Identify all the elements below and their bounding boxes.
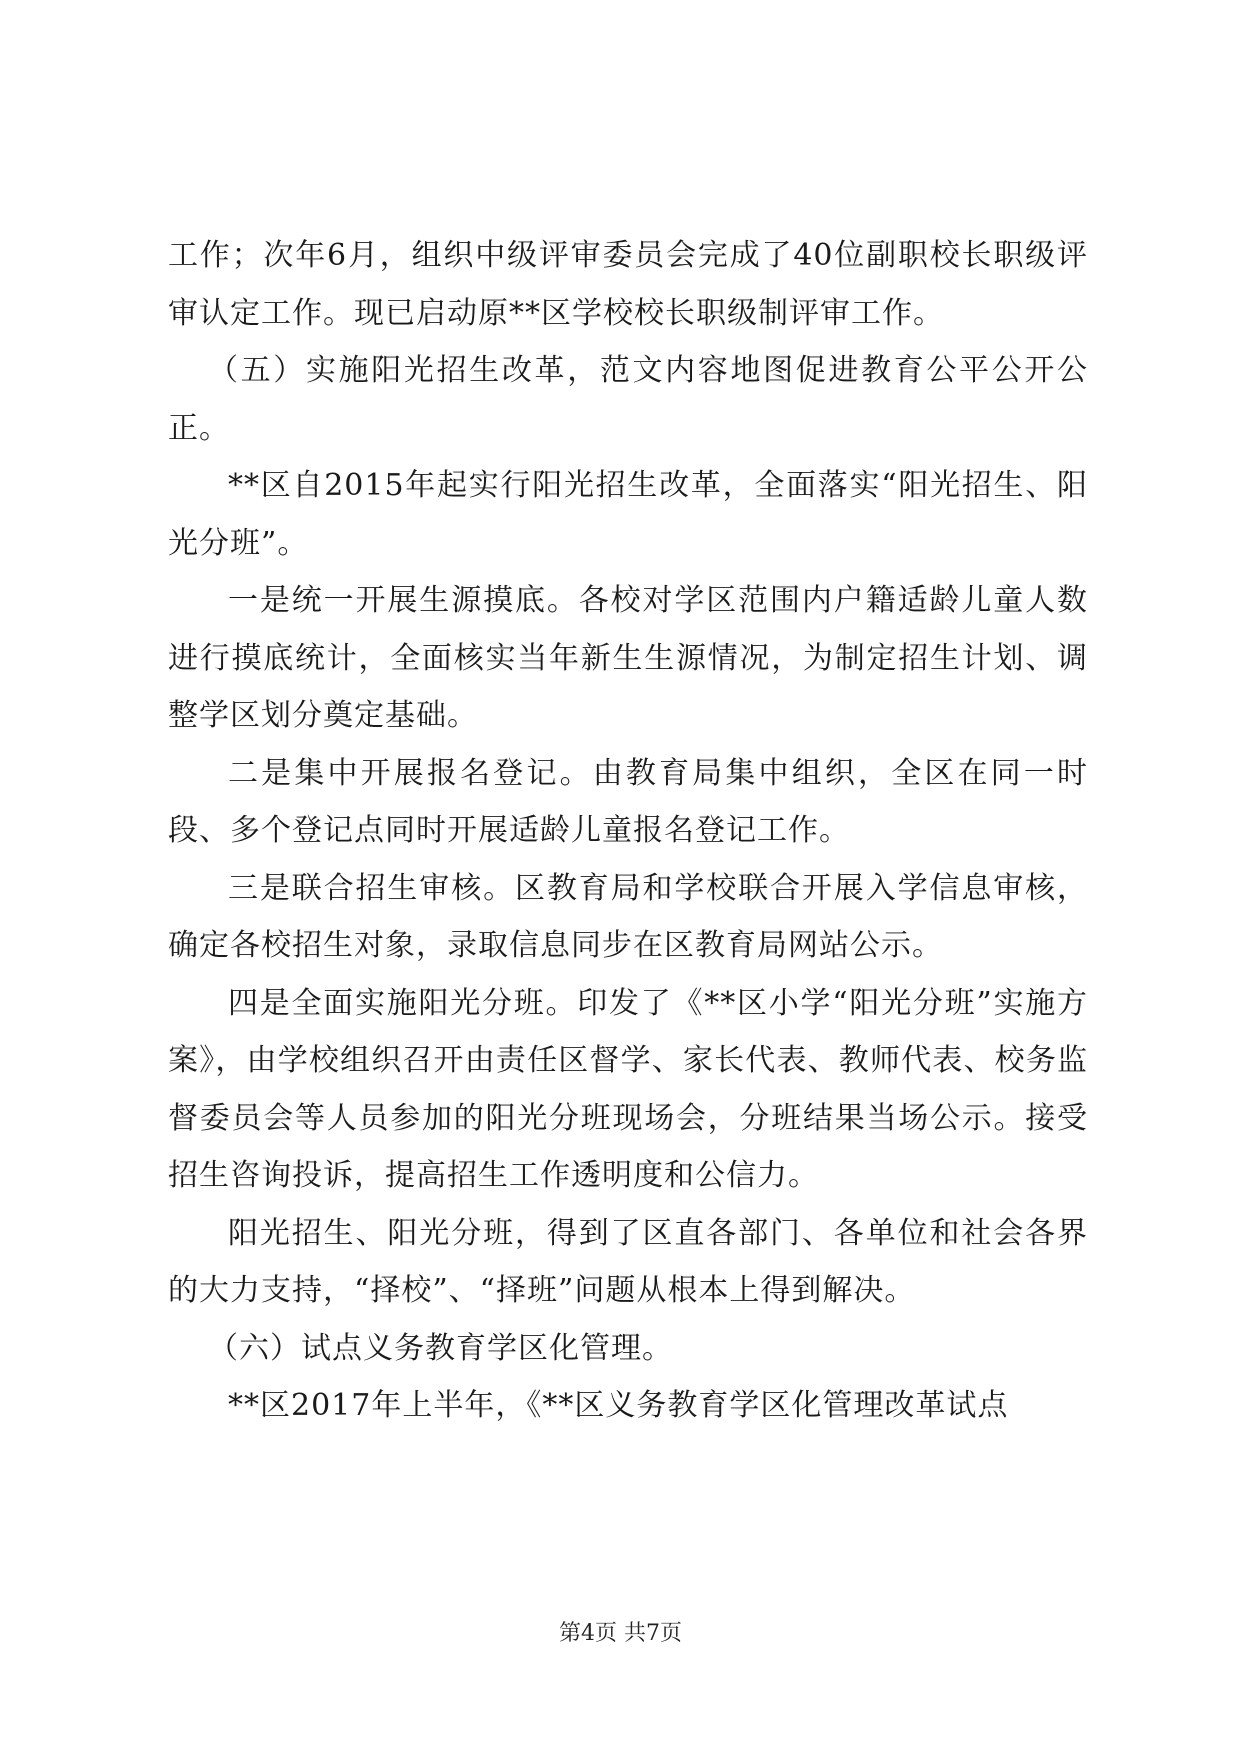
paragraph: 二是集中开展报名登记。由教育局集中组织，全区在同一时段、多个登记点同时开展适龄儿童报名登记工作。	[168, 755, 1088, 848]
paragraph: 三是联合招生审核。区教育局和学校联合开展入学信息审核，确定各校招生对象，录取信息同步在区教育局网站公示。	[168, 870, 1088, 963]
paragraph: 阳光招生、阳光分班，得到了区直各部门、各单位和社会各界的大力支持，“择校”、“择班”问题从根本上得到解决。	[168, 1215, 1088, 1308]
section-heading-six: （六）试点义务教育学区化管理。	[208, 1330, 673, 1366]
paragraph: 一是统一开展生源摸底。各校对学区范围内户籍适龄儿童人数进行摸底统计，全面核实当年新生生源情况，为制定招生计划、调整学区划分奠定基础。	[168, 583, 1088, 733]
paragraph: 四是全面实施阳光分班。印发了《**区小学“阳光分班”实施方案》，由学校组织召开由责任区督学、家长代表、教师代表、校务监督委员会等人员参加的阳光分班现场会，分班结果当场公示。接受招生咨询投诉，提高招生工作透明度和公信力。	[168, 985, 1088, 1193]
paragraph: **区自2015年起实行阳光招生改革，全面落实“阳光招生、阳光分班”。	[168, 468, 1088, 561]
paragraph-continuation: 工作；次年6月，组织中级评审委员会完成了40位副职校长职级评审认定工作。现已启动原**区学校校长职级制评审工作。	[168, 238, 1088, 331]
section-heading-five: （五）实施阳光招生改革，范文内容地图促进教育公平公开公正。	[168, 353, 1088, 446]
paragraph: **区2017年上半年，《**区义务教育学区化管理改革试点	[228, 1388, 1009, 1423]
page-number: 第4页 共7页	[559, 1621, 682, 1646]
page-footer	[0, 1616, 1241, 1647]
document-body	[168, 227, 1088, 1435]
